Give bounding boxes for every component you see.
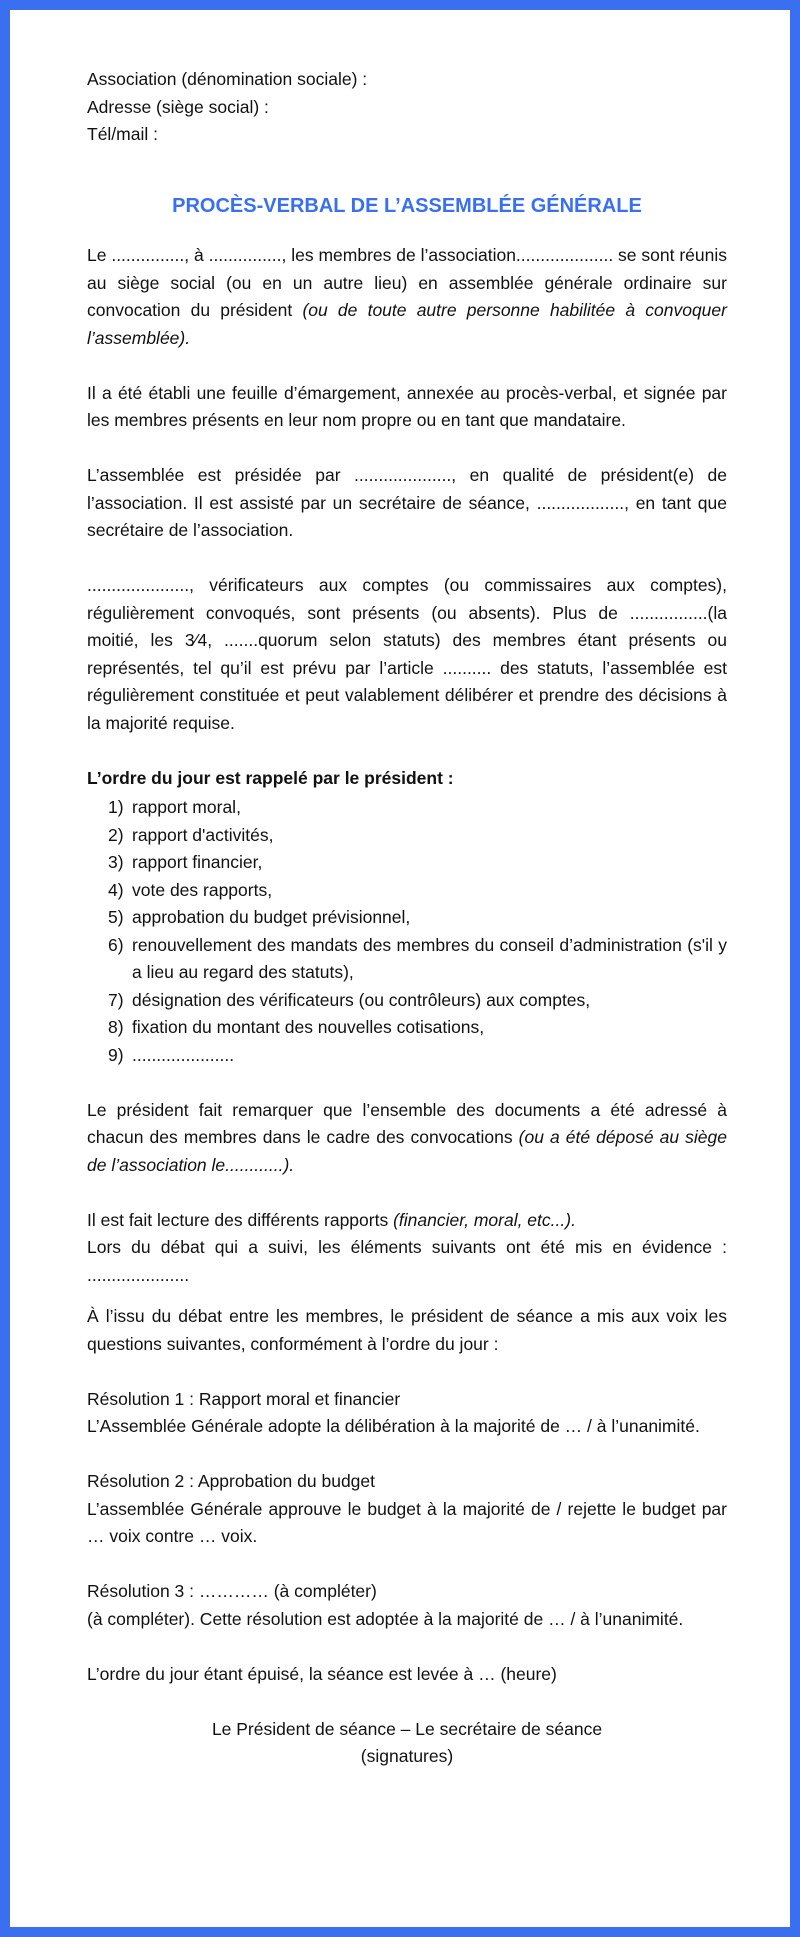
documents-text: Le président fait remarquer que l’ensemble des documents a été adressé à chacun des membres dans le cadre des convocations (87, 1099, 727, 1147)
quorum-paragraph: ....................., vérificateurs aux comptes (ou commissaires aux comptes), régulièrement convoqués, sont présents (ou absents). Plus de ................(la moitié, les 3⁄4, .......quorum selon statuts) des membres étant présents ou représentés, tel qu’il est prévu par l’article .......... des statuts, l’assemblée est régulièrement constituée et peut valablement délibérer et prendre des décisions à la majorité requise. (87, 575, 727, 733)
agenda-item (87, 904, 727, 932)
address-line: Adresse (siège social) : (87, 96, 269, 117)
resolution-block (87, 1386, 727, 1441)
agenda-item (87, 822, 727, 850)
intro-text: Le ..............., à ..............., les membres de l’association.................... se sont réunis au siège social (ou en un autre lieu) en assemblée générale ordinaire sur convocation du président (87, 245, 727, 320)
documents-italic-text: (ou a été déposé au siège de l’association le............). (87, 1127, 727, 1175)
reports-italic-text: (financier, moral, etc...). (393, 1209, 576, 1230)
vote-intro-paragraph: À l’issu du débat entre les membres, le président de séance a mis aux voix les questions suivantes, conformément à l’ordre du jour : (87, 1306, 727, 1354)
agenda-item (87, 1014, 727, 1042)
resolution-title: Résolution 1 : Rapport moral et financier (87, 1388, 401, 1409)
agenda-item-number: 3) (108, 852, 124, 872)
agenda-item-number: 2) (108, 824, 124, 845)
contact-line: Tél/mail : (87, 124, 158, 144)
header-block (87, 66, 727, 149)
agenda-item-text: désignation des vérificateurs (ou contrôleurs) aux comptes, (132, 989, 591, 1010)
resolution-block (87, 1578, 727, 1633)
agenda-item-text: renouvellement des mandats des membres du conseil d’administration (s'il y a lieu au regard des statuts), (132, 934, 727, 982)
agenda-item-text: ..................... (132, 1044, 235, 1065)
agenda-item (87, 932, 727, 987)
agenda-item-number: 5) (108, 907, 124, 927)
document-body (87, 66, 727, 1771)
agenda-list (87, 794, 727, 1069)
agenda-item-text: fixation du montant des nouvelles cotisations, (132, 1017, 485, 1037)
reports-text: Il est fait lecture des différents rapports (87, 1209, 394, 1230)
resolution-title: Résolution 2 : Approbation du budget (87, 1471, 375, 1491)
signature-note: (signatures) (360, 1746, 454, 1766)
agenda-item-text: rapport financier, (132, 852, 263, 872)
resolution-text: L’Assemblée Générale adopte la délibération à la majorité de … / à l’unanimité. (87, 1416, 700, 1436)
signature-roles: Le Président de séance – Le secrétaire de séance (211, 1718, 603, 1739)
agenda-item-number: 6) (108, 934, 124, 955)
presidency-paragraph: L’assemblée est présidée par ...................., en qualité de président(e) de l’association. Il est assisté par un secrétaire de séance, .................., en tant que secrétaire de l’association. (87, 465, 727, 540)
document-title: PROCÈS-VERBAL DE L’ASSEMBLÉE GÉNÉRALE (172, 194, 642, 217)
intro-paragraph (87, 242, 727, 352)
resolution-text: L’assemblée Générale approuve le budget à la majorité de / rejette le budget par … voix contre … voix. (87, 1498, 727, 1546)
agenda-item-number: 1) (108, 797, 124, 817)
agenda-item-text: approbation du budget prévisionnel, (132, 907, 411, 927)
resolution-title: Résolution 3 : ………… (à compléter) (87, 1581, 377, 1601)
agenda-heading: L’ordre du jour est rappelé par le président : (87, 767, 454, 788)
agenda-item (87, 794, 727, 822)
agenda-item (87, 849, 727, 877)
agenda-item-number: 4) (108, 879, 124, 900)
agenda-item-number: 8) (108, 1017, 124, 1037)
agenda-item (87, 1042, 727, 1070)
agenda-item-number: 9) (108, 1044, 124, 1065)
association-name-line: Association (dénomination sociale) : (87, 69, 368, 89)
agenda-item-number: 7) (108, 989, 124, 1010)
resolution-block (87, 1468, 727, 1551)
agenda-item-text: rapport moral, (132, 797, 241, 817)
signature-block (87, 1716, 727, 1771)
attendance-paragraph: Il a été établi une feuille d’émargement, annexée au procès-verbal, et signée par les membres présents en leur nom propre ou en tant que mandataire. (87, 382, 727, 430)
documents-paragraph (87, 1097, 727, 1180)
agenda-item-text: vote des rapports, (132, 879, 273, 900)
intro-italic-text: (ou de toute autre personne habilitée à convoquer l’assemblée). (87, 300, 727, 348)
closing-paragraph: L’ordre du jour étant épuisé, la séance est levée à … (heure) (87, 1663, 557, 1684)
agenda-item (87, 987, 727, 1015)
agenda-item-text: rapport d'activités, (132, 824, 274, 845)
reports-paragraph (87, 1207, 727, 1235)
agenda-item (87, 877, 727, 905)
debate-paragraph: Lors du débat qui a suivi, les éléments suivants ont été mis en évidence : ..................... (87, 1237, 727, 1285)
resolution-text: (à compléter). Cette résolution est adoptée à la majorité de … / à l’unanimité. (87, 1608, 684, 1629)
